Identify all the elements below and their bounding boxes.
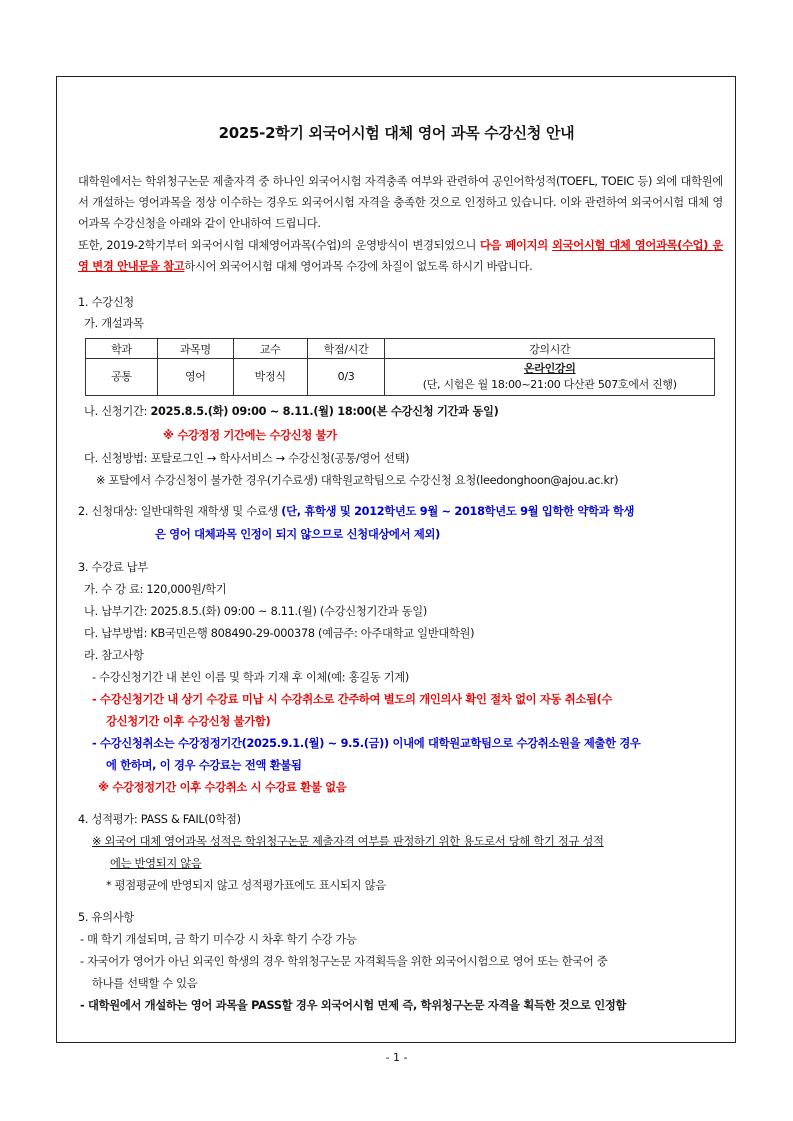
section-1-a: 가. 개설과목	[84, 317, 144, 330]
section-2-label: 2. 신청대상: 일반대학원 재학생 및 수료생	[78, 505, 282, 518]
table-cell-professor: 박정식	[233, 359, 307, 396]
section-2	[78, 503, 634, 519]
section-4-heading: 4. 성적평가: PASS & FAIL(0학점)	[78, 813, 241, 826]
section-5-item-2a: - 자국어가 영어가 아닌 외국인 학생의 경우 학위청구논문 자격획득을 위한 외국어시험으로 영어 또는 한국어 중	[80, 955, 608, 968]
section-5-item-2b: 하나를 선택할 수 있음	[92, 977, 198, 990]
section-1-b	[84, 403, 499, 419]
lecture-time-main: 온라인강의	[523, 362, 576, 375]
section-1-b-label: 나. 신청기간:	[84, 405, 151, 418]
table-header-cell: 교수	[233, 339, 307, 359]
section-4-note-b: 에는 반영되지 않음	[110, 857, 202, 870]
section-3-d: 라. 참고사항	[84, 649, 144, 662]
intro-p2-highlight: 다음 페이지의	[479, 239, 553, 252]
table-row	[86, 359, 715, 396]
lecture-time-note: (단, 시험은 월 18:00~21:00 다산관 507호에서 진행)	[422, 378, 677, 391]
intro-p2-highlight-underlined: 외국어시험 대체 영어과목(수업) 운영 변경 안내문을 참고	[78, 239, 723, 273]
section-3-d2b: 강신청기간 이후 수강신청 불가함)	[106, 715, 271, 728]
section-5-item-1: - 매 학기 개설되며, 금 학기 미수강 시 차후 학기 수강 가능	[80, 933, 357, 946]
section-3-b: 나. 납부기간: 2025.8.5.(화) 09:00 ~ 8.11.(월) (수강신청기간과 동일)	[84, 605, 427, 618]
intro-paragraph-1: 대학원에서는 학위청구논문 제출자격 중 하나인 외국어시험 자격충족 여부와 관련하여 공인어학성적(TOEFL, TOEIC 등) 외에 대학원에서 개설하는 영어과목을 정상 이수하는 경우도 외국어시험 자격을 충족한 것으로 인정하고 있습니다. 이와 관련하여 외국어시험 대체 영어과목 수강신청을 아래와 같이 안내하여 드립니다.	[78, 175, 723, 230]
table-header-cell: 학과	[86, 339, 158, 359]
table-cell-credits: 0/3	[307, 359, 385, 396]
table-header-cell: 과목명	[157, 339, 233, 359]
section-1-c-note: ※ 포탈에서 수강신청이 불가한 경우(기수료생) 대학원교학팀으로 수강신청 요청(leedonghoon@ajou.ac.kr)	[96, 474, 619, 487]
intro-p2-text-b: 하시어 외국어시험 대체 영어과목 수강에 차질이 없도록 하시기 바랍니다.	[184, 260, 533, 273]
table-header-cell: 학점/시간	[307, 339, 385, 359]
document-title: 2025-2학기 외국어시험 대체 영어 과목 수강신청 안내	[218, 124, 575, 142]
section-3-d4: ※ 수강정정기간 이후 수강취소 시 수강료 환불 없음	[98, 781, 347, 794]
table-cell-department: 공통	[86, 359, 158, 396]
section-4-note-c: * 평점평균에 반영되지 않고 성적평가표에도 표시되지 않음	[106, 879, 386, 892]
section-3-heading: 3. 수강료 납부	[78, 561, 148, 574]
section-3-d1: - 수강신청기간 내 본인 이름 및 학과 기재 후 이체(예: 홍길동 기계)	[92, 671, 410, 684]
intro-p2-text-a: 또한, 2019-2학기부터 외국어시험 대체영어과목(수업)의 운영방식이 변경되었으니	[78, 239, 480, 252]
section-5-heading: 5. 유의사항	[78, 911, 134, 924]
section-2-exclusion-2: 은 영어 대체과목 인정이 되지 않으므로 신청대상에서 제외)	[155, 528, 441, 541]
section-3-c: 다. 납부방법: KB국민은행 808490-29-000378 (예금주: 아주대학교 일반대학원)	[84, 627, 475, 640]
section-3-a: 가. 수 강 료: 120,000원/학기	[84, 583, 227, 596]
section-5-item-3: - 대학원에서 개설하는 영어 과목을 PASS할 경우 외국어시험 면제 즉, 학위청구논문 자격을 획득한 것으로 인정함	[80, 999, 627, 1012]
section-4-note-a: ※ 외국어 대체 영어과목 성적은 학위청구논문 제출자격 여부를 판정하기 위한 용도로서 당해 학기 정규 성적	[92, 835, 604, 848]
table-header-row	[86, 339, 715, 359]
section-3-d2a: - 수강신청기간 내 상기 수강료 미납 시 수강취소로 간주하여 별도의 개인의사 확인 절차 없이 자동 취소됨(수	[92, 693, 613, 706]
section-1-heading: 1. 수강신청	[78, 296, 134, 309]
section-1-b-value: 2025.8.5.(화) 09:00 ~ 8.11.(월) 18:00(본 수강신청 기간과 동일)	[150, 405, 499, 418]
section-1-c: 다. 신청방법: 포탈로그인 → 학사서비스 → 수강신청(공통/영어 선택)	[84, 452, 410, 465]
section-3-d3a: - 수강신청취소는 수강정정기간(2025.9.1.(월) ~ 9.5.(금)) 이내에 대학원교학팀으로 수강취소원을 제출한 경우	[92, 737, 641, 750]
intro-paragraph-2	[78, 235, 723, 277]
course-table	[85, 338, 715, 396]
section-3-d3b: 에 한하며, 이 경우 수강료는 전액 환불됨	[106, 759, 302, 772]
section-2-exclusion-1: (단, 휴학생 및 2012학년도 9월 ~ 2018학년도 9월 입학한 약학과 학생	[281, 505, 635, 518]
table-header-cell: 강의시간	[385, 339, 715, 359]
section-1-b-note: ※ 수강정정 기간에는 수강신청 불가	[163, 429, 337, 442]
page-number: - 1 -	[385, 1051, 408, 1064]
table-cell-course: 영어	[157, 359, 233, 396]
table-cell-lecture-time	[385, 359, 715, 396]
